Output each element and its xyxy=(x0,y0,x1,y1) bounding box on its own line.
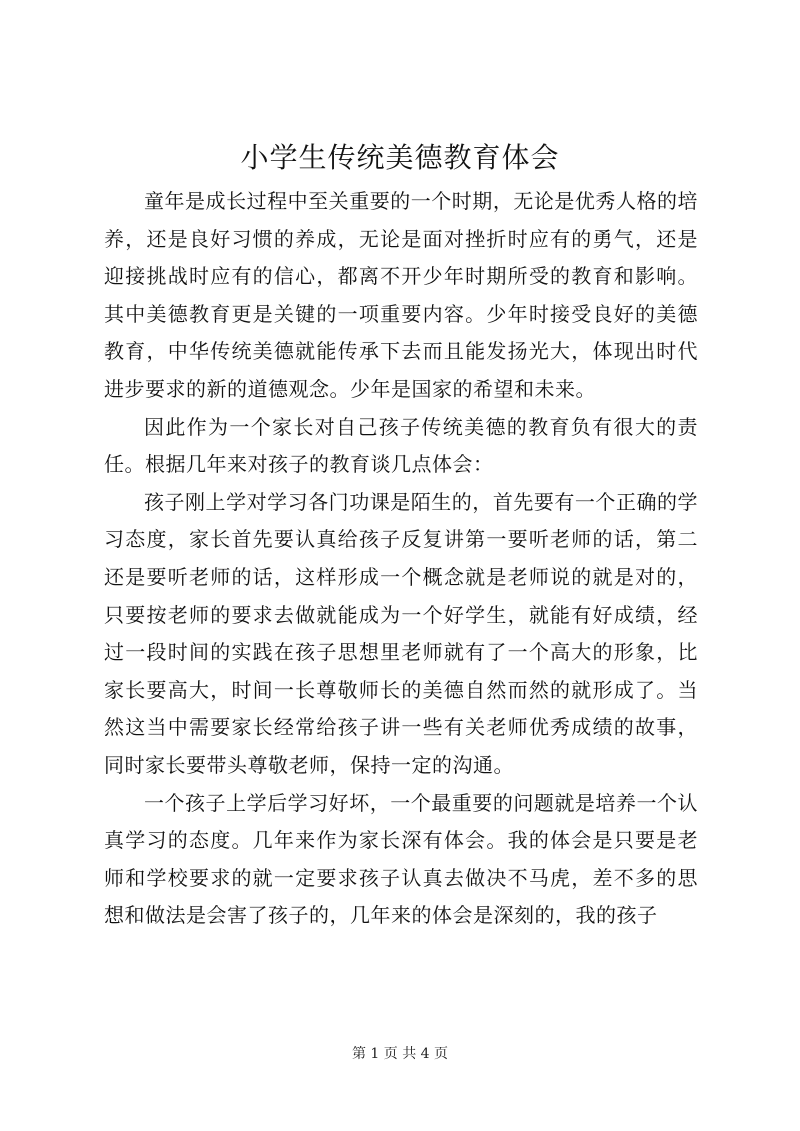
document-body xyxy=(104,183,698,935)
paragraph-2: 因此作为一个家长对自己孩子传统美德的教育负有很大的责任。根据几年来对孩子的教育谈几点体会： xyxy=(104,414,698,477)
page-footer: 第 1 页 共 4 页 xyxy=(351,1046,449,1062)
document-title: 小学生传统美德教育体会 xyxy=(240,141,560,174)
paragraph-4: 一个孩子上学后学习好坏，一个最重要的问题就是培养一个认真学习的态度。几年来作为家长深有体会。我的体会是只要是老师和学校要求的就一定要求孩子认真去做决不马虎，差不多的思想和做法是会害了孩子的，几年来的体会是深刻的，我的孩子 xyxy=(104,790,698,928)
paragraph-3: 孩子刚上学对学习各门功课是陌生的，首先要有一个正确的学习态度，家长首先要认真给孩子反复讲第一要听老师的话，第二还是要听老师的话，这样形成一个概念就是老师说的就是对的，只要按老师的要求去做就能成为一个好学生，就能有好成绩，经过一段时间的实践在孩子思想里老师就有了一个高大的形象，比家长要高大，时间一长尊敬师长的美德自然而然的就形成了。当然这当中需要家长经常给孩子讲一些有关老师优秀成绩的故事，同时家长要带头尊敬老师，保持一定的沟通。 xyxy=(104,489,698,777)
paragraph-1: 童年是成长过程中至关重要的一个时期，无论是优秀人格的培养，还是良好习惯的养成，无论是面对挫折时应有的勇气，还是迎接挑战时应有的信心，都离不开少年时期所受的教育和影响。其中美德教育更是关键的一项重要内容。少年时接受良好的美德教育，中华传统美德就能传承下去而且能发扬光大，体现出时代进步要求的新的道德观念。少年是国家的希望和未来。 xyxy=(104,189,698,401)
